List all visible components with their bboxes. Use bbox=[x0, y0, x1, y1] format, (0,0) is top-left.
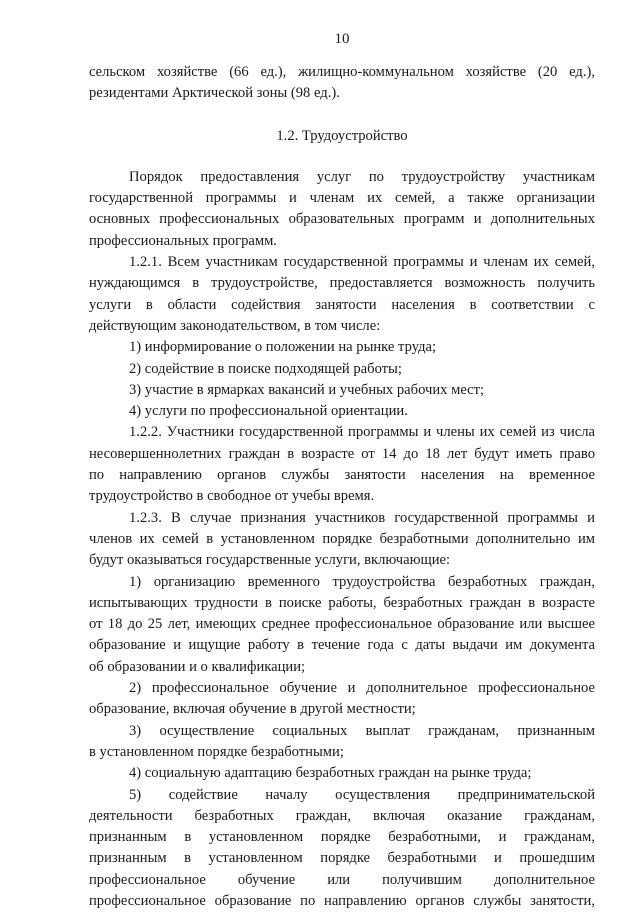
list-item: 4) услуги по профессиональной ориентации. bbox=[89, 401, 595, 422]
text-line: профессиональное образование по направлению органов службы занятости, bbox=[89, 891, 595, 912]
paragraph-order bbox=[89, 167, 595, 252]
text-line: испытывающих трудности в поиске работы, безработных граждан в возрасте bbox=[89, 593, 595, 614]
text-line: 1.2.1. Всем участникам государственной программы и членам их семей, bbox=[89, 252, 595, 273]
text-line: 1) организацию временного трудоустройства безработных граждан, bbox=[89, 572, 595, 593]
text-line: образование, включая обучение в другой местности; bbox=[89, 699, 595, 720]
text-line: профессиональных программ. bbox=[89, 231, 595, 252]
text-line: 4) социальную адаптацию безработных граждан на рынке труда; bbox=[89, 763, 595, 784]
text-line: Порядок предоставления услуг по трудоустройству участникам bbox=[89, 167, 595, 188]
text-line: в установленном порядке безработными; bbox=[89, 742, 595, 763]
text-line: 1.2.3. В случае признания участников государственной программы и bbox=[89, 508, 595, 529]
list-item: 2) содействие в поиске подходящей работы; bbox=[89, 359, 595, 380]
text-line: основных профессиональных образовательных программ и дополнительных bbox=[89, 209, 595, 230]
text-line: действующим законодательством, в том числе: bbox=[89, 316, 595, 337]
text-line: 2) профессиональное обучение и дополнительное профессиональное bbox=[89, 678, 595, 699]
document-body bbox=[89, 62, 595, 912]
text-line: об образовании и о квалификации; bbox=[89, 657, 595, 678]
paragraph-1-2-2 bbox=[89, 422, 595, 507]
text-line: от 18 до 25 лет, имеющих среднее профессиональное образование или высшее bbox=[89, 614, 595, 635]
text-line: 3) осуществление социальных выплат гражданам, признанным bbox=[89, 721, 595, 742]
text-line: признанным в установленном порядке безработными и прошедшим bbox=[89, 848, 595, 869]
text-line: образование и ищущие работу в течение года с даты выдачи им документа bbox=[89, 635, 595, 656]
text-line: будут оказываться государственные услуги, включающие: bbox=[89, 550, 595, 571]
list-item-5 bbox=[89, 785, 595, 912]
text-line: несовершеннолетних граждан в возрасте от 14 до 18 лет будут иметь право bbox=[89, 444, 595, 465]
text-line: трудоустройство в свободное от учебы время. bbox=[89, 486, 595, 507]
document-page bbox=[89, 0, 595, 905]
text-line: членов их семей в установленном порядке безработными дополнительно им bbox=[89, 529, 595, 550]
text-line: профессиональное обучение или получившим дополнительное bbox=[89, 870, 595, 891]
text-line: услуги в области содействия занятости населения в соответствии с bbox=[89, 295, 595, 316]
list-item-3 bbox=[89, 721, 595, 764]
page-number: 10 bbox=[89, 29, 595, 49]
text-line: 1.2.2. Участники государственной программы и члены их семей из числа bbox=[89, 422, 595, 443]
text-line: государственной программы и членам их семей, а также организации bbox=[89, 188, 595, 209]
services-list bbox=[89, 337, 595, 422]
text-line: нуждающимся в трудоустройстве, предоставляется возможность получить bbox=[89, 273, 595, 294]
section-heading: 1.2. Трудоустройство bbox=[89, 126, 595, 147]
text-line: резидентами Арктической зоны (98 ед.). bbox=[89, 83, 595, 104]
list-item: 3) участие в ярмарках вакансий и учебных рабочих мест; bbox=[89, 380, 595, 401]
text-line: признанным в установленном порядке безработными, и гражданам, bbox=[89, 827, 595, 848]
list-item-4 bbox=[89, 763, 595, 784]
list-item: 1) информирование о положении на рынке труда; bbox=[89, 337, 595, 358]
list-item-2 bbox=[89, 678, 595, 721]
text-line: 5) содействие началу осуществления предпринимательской bbox=[89, 785, 595, 806]
intro-paragraph bbox=[89, 62, 595, 105]
text-line: по направлению органов службы занятости населения на временное bbox=[89, 465, 595, 486]
text-line: сельском хозяйстве (66 ед.), жилищно-коммунальном хозяйстве (20 ед.), bbox=[89, 62, 595, 83]
paragraph-1-2-3 bbox=[89, 508, 595, 572]
paragraph-1-2-1 bbox=[89, 252, 595, 337]
list-item-1 bbox=[89, 572, 595, 678]
text-line: деятельности безработных граждан, включая оказание гражданам, bbox=[89, 806, 595, 827]
